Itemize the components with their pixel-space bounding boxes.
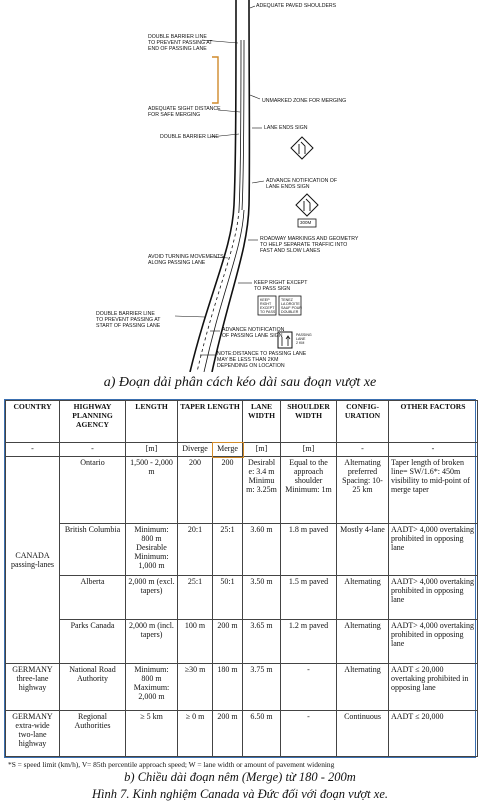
agency-cell: National Road Authority (60, 664, 126, 710)
lane-width-cell: 3.50 m (243, 575, 281, 619)
table-row (6, 620, 478, 664)
lane-width-cell: 6.50 m (243, 710, 281, 756)
unit-diverge: Diverge (178, 443, 213, 457)
table-row (6, 575, 478, 619)
other-factors-cell: AADT> 4,000 overtaking prohibited in opposing lane (389, 575, 478, 619)
header-lane-width: LANE WIDTH (243, 401, 281, 443)
header-shoulder: SHOULDER WIDTH (281, 401, 337, 443)
header-row (6, 401, 478, 443)
merge-cell: 200 m (213, 710, 243, 756)
table-footnote: *S = speed limit (km/h), V= 85th percentile approach speed; W = lane width or amount of pavement widening (8, 760, 335, 769)
unit-country: - (6, 443, 60, 457)
merge-cell: 200 m (213, 620, 243, 664)
unit-config: - (337, 443, 389, 457)
caption-b: b) Chiều dài đoạn nêm (Merge) từ 180 - 200m (124, 770, 356, 784)
config-cell: Alternating (337, 575, 389, 619)
label-keep-right-sign-fr: TENEZ LA DROITE SAUF POUR DOUBLER (281, 298, 302, 314)
merge-cell: 25:1 (213, 523, 243, 575)
comparison-table (5, 400, 478, 757)
label-double-barrier: DOUBLE BARRIER LINE (160, 134, 219, 140)
label-keep-right-sign-en: KEEP RIGHT EXCEPT TO PASS (260, 298, 276, 314)
diverge-cell: 25:1 (178, 575, 213, 619)
label-advance-lane-ends: ADVANCE NOTIFICATION OF LANE ENDS SIGN (266, 178, 337, 190)
label-double-barrier-end: DOUBLE BARRIER LINE TO PREVENT PASSING AT END OF PASSING LANE (148, 34, 213, 52)
passing-lane-diagram (0, 0, 480, 372)
agency-cell: Alberta (60, 575, 126, 619)
unit-shoulder: [m] (281, 443, 337, 457)
agency-cell: Ontario (60, 457, 126, 523)
agency-cell: British Columbia (60, 523, 126, 575)
agency-cell: Regional Authorities (60, 710, 126, 756)
diverge-cell: 200 (178, 457, 213, 523)
label-advance-passing-lane: ADVANCE NOTIFICATION OF PASSING LANE SIGN (222, 327, 285, 339)
lane-width-cell: 3.75 m (243, 664, 281, 710)
diverge-cell: 20:1 (178, 523, 213, 575)
table-row (6, 523, 478, 575)
country-cell: GERMANY extra-wide two-lane highway (6, 710, 60, 756)
label-unmarked-zone: UNMARKED ZONE FOR MERGING (262, 98, 347, 104)
lane-ends-sign-icon (291, 137, 313, 159)
other-factors-cell: AADT ≤ 20,000 overtaking prohibited in opposing lane (389, 664, 478, 710)
country-cell: GERMANY three-lane highway (6, 664, 60, 710)
header-agency: HIGHWAY PLANNING AGENCY (60, 401, 126, 443)
shoulder-cell: Equal to the approach shoulder Minimum: 1m (281, 457, 337, 523)
other-factors-cell: AADT ≤ 20,000 (389, 710, 478, 756)
comparison-table-frame (4, 399, 476, 758)
lane-width-cell: 3.65 m (243, 620, 281, 664)
label-passing-lane-sign: PASSING LANE 2 KM (296, 333, 312, 345)
unit-merge: Merge (213, 443, 243, 457)
caption-a: a) Đoạn dải phân cách kéo dài sau đoạn vượt xe (103, 375, 377, 390)
table-row (6, 457, 478, 523)
header-other: OTHER FACTORS (389, 401, 478, 443)
header-country: COUNTRY (6, 401, 60, 443)
length-cell: 2,000 m (excl. tapers) (126, 575, 178, 619)
other-factors-cell: Taper length of broken line= SW/1.6*: 450m visibility to mid-point of merge taper (389, 457, 478, 523)
road-drawing (0, 0, 480, 372)
header-taper: TAPER LENGTH (178, 401, 243, 443)
diverge-cell: 100 m (178, 620, 213, 664)
config-cell: Alternating preferred Spacing: 10- 25 km (337, 457, 389, 523)
shoulder-cell: - (281, 710, 337, 756)
length-cell: Minimum: 800 m Maximum: 2,000 m (126, 664, 178, 710)
config-cell: Mostly 4-lane (337, 523, 389, 575)
label-300m: 300M (300, 220, 312, 225)
figure-caption: Hình 7. Kinh nghiệm Canada và Đức đối với đoạn vượt xe. (91, 787, 389, 801)
label-double-barrier-start: DOUBLE BARRIER LINE TO PREVENT PASSING AT START OF PASSING LANE (96, 311, 161, 329)
length-cell: ≥ 5 km (126, 710, 178, 756)
header-length: LENGTH (126, 401, 178, 443)
diverge-cell: ≥30 m (178, 664, 213, 710)
shoulder-cell: 1.8 m paved (281, 523, 337, 575)
diverge-cell: ≥ 0 m (178, 710, 213, 756)
units-row (6, 443, 478, 457)
other-factors-cell: AADT> 4,000 overtaking prohibited in opposing lane (389, 620, 478, 664)
label-note-distance: NOTE:DISTANCE TO PASSING LANE MAY BE LESS THAN 2KM DEPENDING ON LOCATION (217, 351, 307, 369)
length-cell: 1,500 - 2,000 m (126, 457, 178, 523)
other-factors-cell: AADT> 4,000 overtaking prohibited in opposing lane (389, 523, 478, 575)
shoulder-cell: - (281, 664, 337, 710)
label-keep-right: KEEP RIGHT EXCEPT TO PASS SIGN (254, 280, 308, 292)
shoulder-cell: 1.5 m paved (281, 575, 337, 619)
lane-width-cell: 3.60 m (243, 523, 281, 575)
unit-length: [m] (126, 443, 178, 457)
lane-width-cell: Desirabl e: 3.4 m Minimu m: 3.25m (243, 457, 281, 523)
merge-cell: 50:1 (213, 575, 243, 619)
agency-cell: Parks Canada (60, 620, 126, 664)
table-row (6, 710, 478, 756)
label-avoid-turning: AVOID TURNING MOVEMENTS ALONG PASSING LANE (148, 254, 224, 266)
merge-cell: 200 (213, 457, 243, 523)
merge-cell: 180 m (213, 664, 243, 710)
length-cell: Minimum: 800 m Desirable Minimum: 1,000 m (126, 523, 178, 575)
canada-country-cell: CANADA passing-lanes (6, 457, 60, 664)
table-row (6, 664, 478, 710)
unit-lane: [m] (243, 443, 281, 457)
config-cell: Alternating (337, 664, 389, 710)
length-cell: 2,000 m (incl. tapers) (126, 620, 178, 664)
shoulder-cell: 1.2 m paved (281, 620, 337, 664)
header-config: CONFIG-URATION (337, 401, 389, 443)
config-cell: Continuous (337, 710, 389, 756)
label-roadway-markings: ROADWAY MARKINGS AND GEOMETRY TO HELP SEPARATE TRAFFIC INTO FAST AND SLOW LANES (260, 236, 359, 254)
label-sight-distance: ADEQUATE SIGHT DISTANCE FOR SAFE MERGING (148, 106, 221, 118)
label-adequate-paved-shoulders: ADEQUATE PAVED SHOULDERS (256, 3, 337, 9)
unit-other: - (389, 443, 478, 457)
label-lane-ends-sign: LANE ENDS SIGN (264, 125, 308, 131)
config-cell: Alternating (337, 620, 389, 664)
unit-agency: - (60, 443, 126, 457)
